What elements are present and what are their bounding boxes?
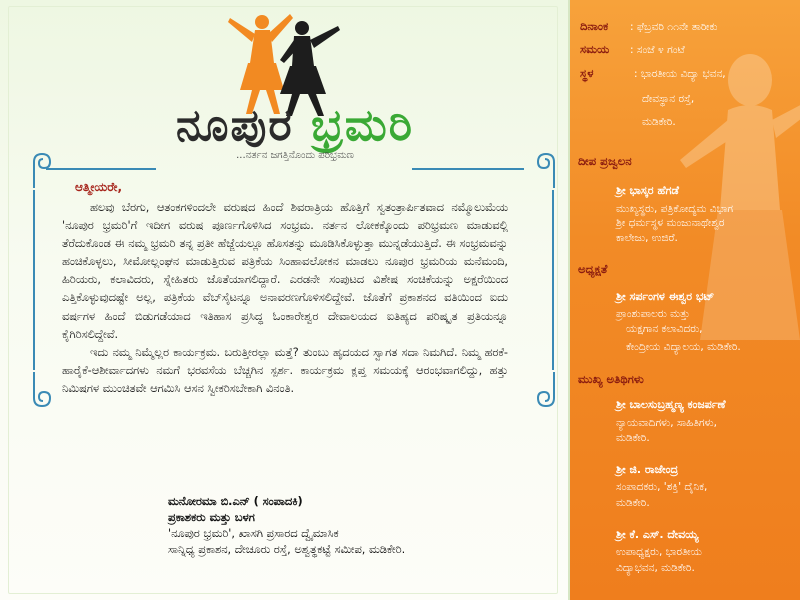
event-details-panel xyxy=(570,0,800,600)
guest-1-name: ಶ್ರೀ ಬಾಲಸುಬ್ರಹ್ಮಣ್ಯ ಕಂಜರ್ಪಣೆ xyxy=(616,398,726,411)
logo-word-1: ನೂಪುರ xyxy=(175,100,294,151)
scroll-ornament-bottom-right-icon xyxy=(520,370,560,410)
lamp-line-2: ಶ್ರೀ ಧರ್ಮಸ್ಥಳ ಮಂಜುನಾಥೇಶ್ವರ xyxy=(616,217,725,229)
ornament-line-left-vertical xyxy=(33,190,35,370)
tagline: ...ನರ್ತನ ಜಗತ್ತಿನೊಂದು ಪರಿಭ್ರಮಣ xyxy=(236,150,354,161)
guest-3-line-2: ವಿದ್ಯಾಭವನ, ಮಡಿಕೇರಿ. xyxy=(616,562,695,574)
guest-2-line-2: ಮಡಿಕೇರಿ. xyxy=(616,497,650,509)
signature-editor: ಮನೋರಮಾ ಬಿ.ಎನ್ ( ಸಂಪಾದಕಿ) xyxy=(168,495,303,508)
signature-address: ಸಾನ್ನಿಧ್ಯ ಪ್ರಕಾಶನ, ದೇಚೂರು ರಸ್ತೆ, ಅಶ್ವತ್ಥಕಟ್ಟೆ ಸಮೀಪ, ಮಡಿಕೇರಿ. xyxy=(168,543,406,556)
date-value: : ಫೆಬ್ರವರಿ ೧೧ನೇ ತಾರೀಕು xyxy=(630,21,718,33)
guest-1-line-2: ಮಡಿಕೇರಿ. xyxy=(616,432,650,444)
scroll-ornament-top-right-icon xyxy=(520,150,560,190)
signature-block xyxy=(168,494,548,558)
president-line-1: ಪ್ರಾಂಶುಪಾಲರು ಮತ್ತು xyxy=(616,308,690,320)
letter-body xyxy=(62,199,508,398)
lamp-name: ಶ್ರೀ ಭಾಸ್ಕರ ಹೆಗಡೆ xyxy=(616,184,679,197)
ornament-line-top-right xyxy=(412,168,524,170)
lamp-line-1: ಮುಖ್ಯಸ್ಥರು, ಪತ್ರಿಕೋದ್ಯಮ ವಿಭಾಗ xyxy=(616,203,734,215)
letter-paragraph-2: ಇದು ನಮ್ಮ ನಿಮ್ಮೆಲ್ಲರ ಕಾರ್ಯಕ್ರಮ. ಬರುತ್ತೀರಲ್ಲಾ ಮತ್ತೆ? ತುಂಬು ಹೃದಯದ ಸ್ವಾಗತ ಸದಾ ನಿಮಗಿದೆ. ನಿಮ್ಮ ಹರಕೆ-ಹಾರೈಕೆ-ಆಶೀರ್ವಾದಗಳು ನಮಗೆ ಭರವಸೆಯ ಬೆಚ್ಚಗಿನ ಸ್ಪರ್ಶ. ಕಾರ್ಯಕ್ರಮ ಕ್ಲಪ್ತ ಸಮಯಕ್ಕೆ ಆರಂಭವಾಗಲಿದ್ದು, ಹತ್ತು ನಿಮಿಷಗಳ ಮುಂಚಿತವೇ ಆಗಮಿಸಿ ಆಸನ ಸ್ವೀಕರಿಸಬೇಕಾಗಿ ವಿನಂತಿ. xyxy=(62,345,508,395)
place-line-2: ದೇವಸ್ಥಾನ ರಸ್ತೆ, xyxy=(642,93,695,105)
president-name: ಶ್ರೀ ಸರ್ಪಂಗಳ ಈಶ್ವರ ಭಟ್ xyxy=(616,290,715,303)
signature-publishers: ಪ್ರಕಾಶಕರು ಮತ್ತು ಬಳಗ xyxy=(168,511,255,524)
logo-wordmark xyxy=(150,100,440,151)
ornament-line-right-vertical xyxy=(552,190,554,370)
lamp-line-3: ಕಾಲೇಜು, ಉಜಿರೆ. xyxy=(616,232,678,244)
lamp-section-title: ದೀಪ ಪ್ರಜ್ವಲನ xyxy=(578,154,632,168)
place-line-1: : ಭಾರತೀಯ ವಿದ್ಯಾ ಭವನ, xyxy=(634,68,726,80)
president-line-2: ಯಕ್ಷಗಾನ ಕಲಾವಿದರು, xyxy=(626,323,703,335)
time-label: ಸಮಯ xyxy=(580,42,610,56)
place-label: ಸ್ಥಳ xyxy=(580,66,594,80)
guest-3-name: ಶ್ರೀ ಕೆ. ಎಸ್. ದೇವಯ್ಯ xyxy=(616,528,699,541)
ornament-line-top-left xyxy=(46,168,156,170)
place-line-3: ಮಡಿಕೇರಿ. xyxy=(642,116,676,128)
guest-2-line-1: ಸಂಪಾದಕರು, 'ಶಕ್ತಿ' ದೈನಿಕ, xyxy=(616,481,708,493)
logo xyxy=(150,8,440,168)
greeting: ಆತ್ಮೀಯರೇ, xyxy=(75,180,123,194)
letter-paragraph-1: ಹಲವು ಬೆರಗು, ಆತಂಕಗಳಿಂದಲೇ ವರುಷದ ಹಿಂದೆ ಶಿವರಾತ್ರಿಯ ಹೊತ್ತಿಗೆ ಸ್ವತಂತ್ರಾರ್ಪಿತವಾದ ನಮ್ಮೊಲುಮೆಯ 'ನೂಪುರ ಭ್ರಮರಿ'ಗೆ ಇದೀಗ ವರುಷ ಪೂರ್ಣಗೊಳಿಸಿದ ಸಂಭ್ರಮ. ನರ್ತನ ಲೋಕಕ್ಕೊಂದು ಪರಿಭ್ರಮಣ ಮಾಡುವಲ್ಲಿ ತೆರೆದುಕೊಂಡ ಈ ನಮ್ಮ ಭ್ರಮರಿ ತನ್ನ ಪ್ರತೀ ಹೆಜ್ಜೆಯಲ್ಲೂ ಹೊಸತನ್ನು ಮೂಡಿಸಿಕೊಳ್ಳುತ್ತಾ ಮುನ್ನಡೆಯುತ್ತಿದೆ. ಈ ಸಂಭ್ರಮವನ್ನು ಹಂಚಿಕೊಳ್ಳಲು, ಸೀಮೋಲ್ಲಂಘನ ಮಾಡುತ್ತಿರುವ ಪತ್ರಿಕೆಯ ಸಿಂಹಾವಲೋಕನ ಮಾಡಲು ನೂಪುರ ಭ್ರಮರಿಯ ಮನೆಮಂದಿ, ಹಿರಿಯರು, ಕಲಾವಿದರು, ಸ್ನೇಹಿತರು ಜೊತೆಯಾಗಲಿದ್ದಾರೆ. ಎರಡನೇ ಸಂಪುಟದ ವಿಶೇಷ ಸಂಚಿಕೆಯನ್ನು ಅಕ್ಷರೆಯಿಂದ ಎತ್ತಿಕೊಳ್ಳುವುದಷ್ಟೇ ಅಲ್ಲ, ಪತ್ರಿಕೆಯ ವೆಬ್‌ಸೈಟನ್ನೂ ಅನಾವರಣಗೊಳಿಸಲಿದ್ದೇವೆ. ಜೊತೆಗೆ ಪ್ರಕಾಶನದ ವತಿಯಿಂದ ಐದು ವರ್ಷಗಳ ಹಿಂದೆ ಬಿಡುಗಡೆಯಾದ ಇತಿಹಾಸ ಪ್ರಸಿದ್ಧ ಓಂಕಾರೇಶ್ವರ ದೇವಾಲಯದ ಐತಿಹ್ಯದ ಪರಿಷ್ಕೃತ ಪ್ರತಿಯನ್ನೂ ಕೈಗಿರಿಸಲಿದ್ದೇವೆ. xyxy=(62,201,508,341)
guest-1-line-1: ನ್ಯಾಯವಾದಿಗಳು, ಸಾಹಿತಿಗಳು, xyxy=(616,417,717,429)
logo-word-2: ಭ್ರಮರಿ xyxy=(310,100,415,151)
president-section-title: ಅಧ್ಯಕ್ಷತೆ xyxy=(578,262,608,276)
scroll-ornament-top-left-icon xyxy=(28,150,68,190)
guest-3-line-1: ಉಪಾಧ್ಯಕ್ಷರು, ಭಾರತೀಯ xyxy=(616,546,702,558)
guest-2-name: ಶ್ರೀ ಜಿ. ರಾಜೇಂದ್ರ xyxy=(616,463,679,476)
president-line-3: ಕೇಂದ್ರೀಯ ವಿದ್ಯಾಲಯ, ಮಡಿಕೇರಿ. xyxy=(626,341,741,353)
date-label: ದಿನಾಂಕ xyxy=(580,19,609,33)
guests-section-title: ಮುಖ್ಯ ಅತಿಥಿಗಳು xyxy=(578,372,644,386)
signature-magazine: 'ನೂಪುರ ಭ್ರಮರಿ', ಖಾಸಗಿ ಪ್ರಸಾರದ ದ್ವೈಮಾಸಿಕ xyxy=(168,527,339,540)
time-value: : ಸಂಜೆ ೪ ಗಂಟೆ xyxy=(630,44,685,56)
